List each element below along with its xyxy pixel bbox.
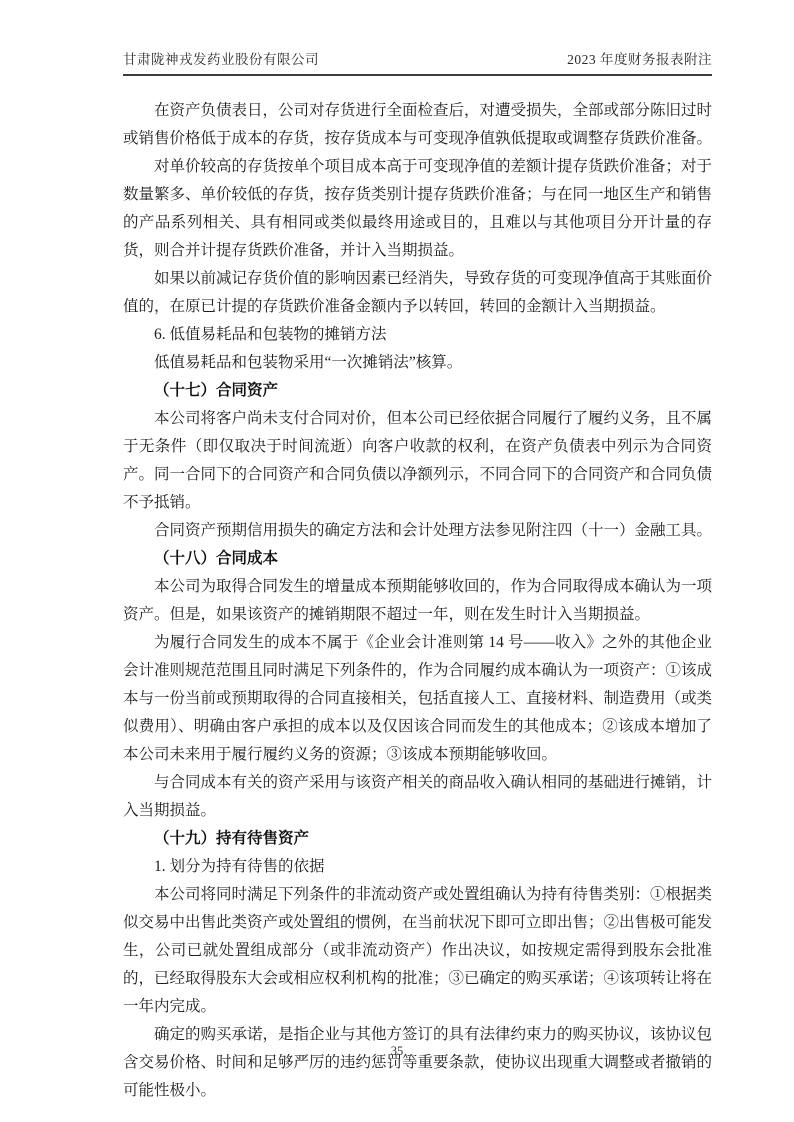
page-number: 35: [390, 1044, 404, 1058]
paragraph: 本公司将同时满足下列条件的非流动资产或处置组确认为持有待售类别：①根据类似交易中出售此类资产或处置组的惯例，在当前状况下即可立即出售；②出售极可能发生，公司已就处置组成部分（或非流动资产）作出决议，如按规定需得到股东会批准的，已经取得股东大会或相应权利机构的批准；③已确定的购买承诺；④该项转让将在一年内完成。: [123, 886, 713, 1015]
section-heading: （十七）合同资产: [154, 382, 279, 399]
paragraph: 本公司为取得合同发生的增量成本预期能够收回的，作为合同取得成本确认为一项资产。但是，如果该资产的摊销期限不超过一年，则在发生时计入当期损益。: [123, 578, 713, 623]
header-report-title: 2023 年度财务报表附注: [567, 52, 712, 67]
paragraph: 与合同成本有关的资产采用与该资产相关的商品收入确认相同的基础进行摊销，计入当期损益。: [123, 774, 713, 819]
page-header: [123, 48, 712, 76]
header-company-name: 甘肃陇神戎发药业股份有限公司: [123, 52, 319, 67]
paragraph: 如果以前减记存货价值的影响因素已经消失，导致存货的可变现净值高于其账面价值的，在原已计提的存货跌价准备金额内予以转回，转回的金额计入当期损益。: [123, 270, 713, 315]
section-heading: （十九）持有待售资产: [154, 830, 310, 847]
paragraph: 为履行合同发生的成本不属于《企业会计准则第 14 号——收入》之外的其他企业会计准则规范范围且同时满足下列条件的，作为合同履约成本确认为一项资产：①该成本与一份当前或预期取得的合同直接相关，包括直接人工、直接材料、制造费用（或类似费用）、明确由客户承担的成本以及仅因该合同而发生的其他成本；②该成本增加了本公司未来用于履行履约义务的资源；③该成本预期能够收回。: [123, 634, 713, 763]
paragraph: 6. 低值易耗品和包装物的摊销方法: [154, 326, 387, 343]
paragraph: 本公司将客户尚未支付合同对价，但本公司已经依据合同履行了履约义务，且不属于无条件（即仅取决于时间流逝）向客户收款的权利，在资产负债表中列示为合同资产。同一合同下的合同资产和合同负债以净额列示，不同合同下的合同资产和合同负债不予抵销。: [123, 410, 713, 511]
paragraph: 在资产负债表日，公司对存货进行全面检查后，对遭受损失，全部或部分陈旧过时或销售价格低于成本的存货，按存货成本与可变现净值孰低提取或调整存货跌价准备。: [123, 102, 713, 147]
paragraph: 合同资产预期信用损失的确定方法和会计处理方法参见附注四（十一）金融工具。: [154, 522, 713, 539]
document-body: [123, 97, 712, 1105]
paragraph: 确定的购买承诺，是指企业与其他方签订的具有法律约束力的购买协议，该协议包含交易价格、时间和足够严厉的违约惩罚等重要条款，使协议出现重大调整或者撤销的可能性极小。: [123, 1026, 713, 1099]
paragraph: 低值易耗品和包装物采用“一次摊销法”核算。: [154, 354, 463, 371]
page-footer: [0, 1044, 794, 1059]
paragraph: 对单价较高的存货按单个项目成本高于可变现净值的差额计提存货跌价准备；对于数量繁多、单价较低的存货，按存货类别计提存货跌价准备；与在同一地区生产和销售的产品系列相关、具有相同或类似最终用途或目的，且难以与其他项目分开计量的存货，则合并计提存货跌价准备，并计入当期损益。: [123, 158, 713, 259]
paragraph: 1. 划分为持有待售的依据: [154, 858, 325, 875]
section-heading: （十八）合同成本: [154, 550, 279, 567]
